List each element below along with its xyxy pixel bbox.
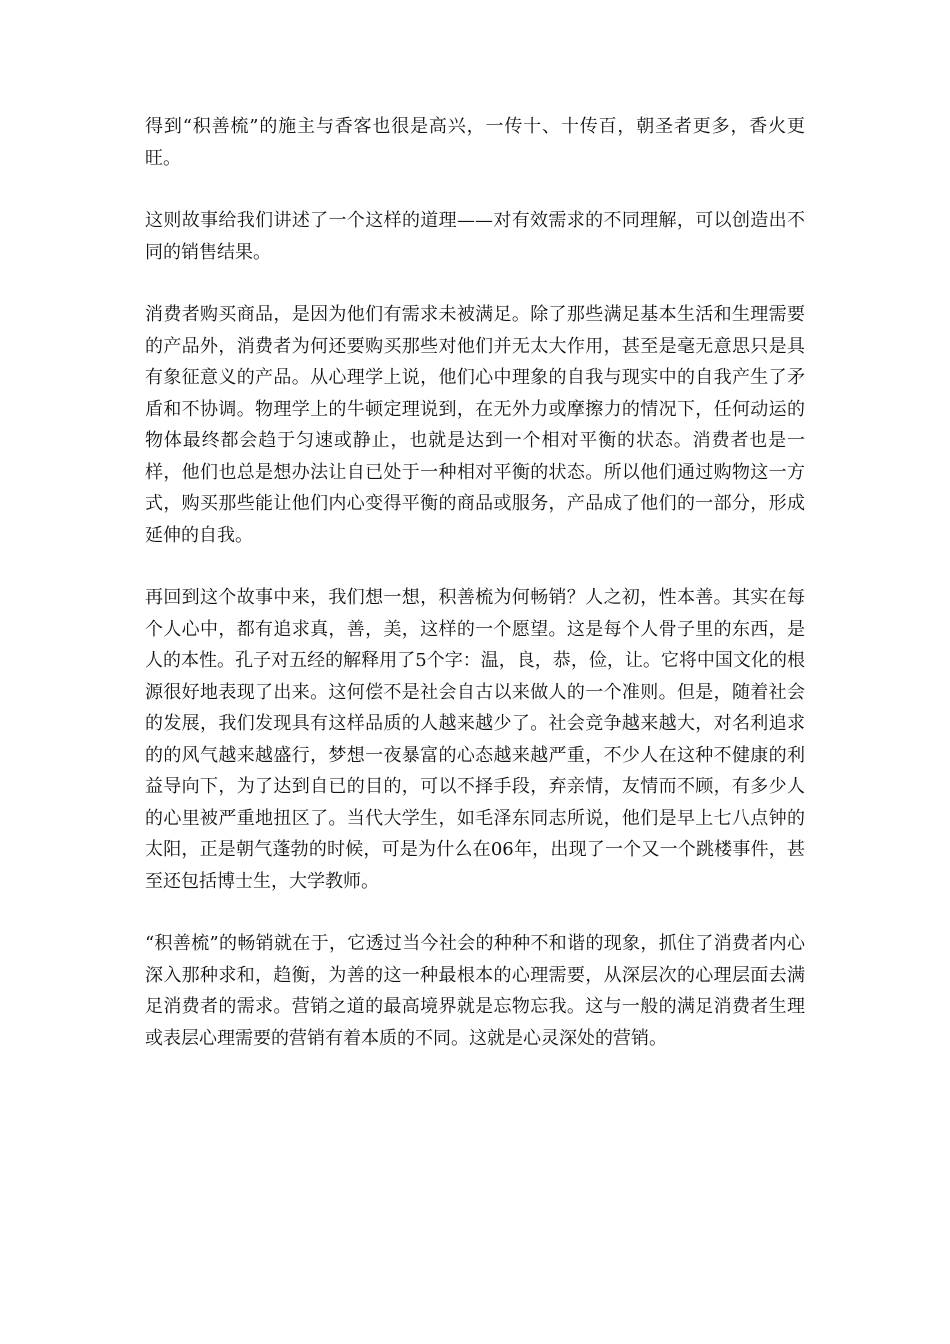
paragraph-1: 得到“积善梳”的施主与香客也很是高兴，一传十、十传百，朝圣者更多，香火更旺。 [145, 116, 805, 169]
body-text [145, 111, 805, 1085]
paragraph-3: 消费者购买商品，是因为他们有需求未被满足。除了那些满足基本生活和生理需要的产品外，消费者为何还要购买那些对他们并无太大作用，甚至是毫无意思只是具有象征意义的产品。从心理学上说，他们心中理象的自我与现实中的自我产生了矛盾和不协调。物理学上的牛顿定理说到，在无外力或摩擦力的情况下，任何动运的物体最终都会趋于匀速或静止，也就是达到一个相对平衡的状态。消费者也是一样，他们也总是想办法让自已处于一种相对平衡的状态。所以他们通过购物这一方式，购买那些能让他们内心变得平衡的商品或服务，产品成了他们的一部分，形成延伸的自我。 [145, 304, 805, 546]
paragraph-4: 再回到这个故事中来，我们想一想，积善梳为何畅销？人之初，性本善。其实在每个人心中，都有追求真，善，美，这样的一个愿望。这是每个人骨子里的东西，是人的本性。孔子对五经的解释用了5个字：温，良，恭，俭，让。它将中国文化的根源很好地表现了出来。这何偿不是社会自古以来做人的一个准则。但是，随着社会的发展，我们发现具有这样品质的人越来越少了。社会竞争越来越大，对名利追求的的风气越来越盛行，梦想一夜暴富的心态越来越严重，不少人在这种不健康的利益导向下，为了达到自已的目的，可以不择手段，弃亲情，友情而不顾，有多少人的心里被严重地扭区了。当代大学生，如毛泽东同志所说，他们是早上七八点钟的太阳，正是朝气蓬勃的时候，可是为什么在06年，出现了一个又一个跳楼事件，甚至还包括博士生，大学教师。 [145, 587, 805, 892]
paragraph-2: 这则故事给我们讲述了一个这样的道理——对有效需求的不同理解，可以创造出不同的销售结果。 [145, 210, 805, 263]
paragraph-5: “积善梳”的畅销就在于，它透过当今社会的种种不和谐的现象，抓住了消费者内心深入那种求和，趋衡，为善的这一种最根本的心理需要，从深层次的心理层面去满足消费者的需求。营销之道的最高境界就是忘物忘我。这与一般的满足消费者生理或表层心理需要的营销有着本质的不同。这就是心灵深处的营销。 [145, 933, 805, 1049]
